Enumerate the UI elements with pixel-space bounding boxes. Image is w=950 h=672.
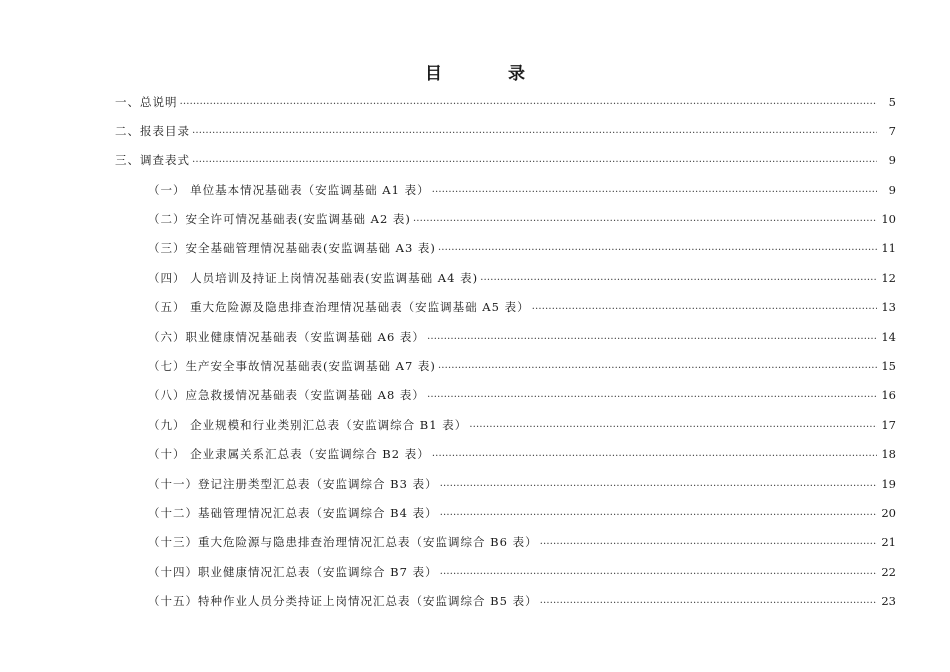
toc-entry-page: 13 bbox=[881, 300, 896, 314]
toc-entry-label: 二、报表目录 bbox=[115, 124, 190, 138]
toc-entry-page: 9 bbox=[888, 183, 896, 197]
toc-entry[interactable] bbox=[148, 180, 896, 200]
toc-entry-label: （七）生产安全事故情况基础表(安监调基础 A7 表) bbox=[148, 359, 436, 373]
toc-entry-label: 三、调查表式 bbox=[115, 153, 190, 167]
toc-entry-page: 15 bbox=[881, 359, 896, 373]
dot-leader bbox=[438, 238, 877, 258]
toc-entry-label: （六）职业健康情况基础表（安监调基础 A6 表） bbox=[148, 330, 425, 344]
toc-entry-label: （三）安全基础管理情况基础表(安监调基础 A3 表) bbox=[148, 241, 436, 255]
toc-entry-page: 9 bbox=[888, 153, 896, 167]
toc-entry-page: 17 bbox=[881, 418, 896, 432]
toc-entry-page: 16 bbox=[881, 388, 896, 402]
toc-entry[interactable] bbox=[148, 356, 896, 376]
page-title: 目 录 bbox=[425, 64, 555, 84]
toc-entry-label: （十五）特种作业人员分类持证上岗情况汇总表（安监调综合 B5 表） bbox=[148, 594, 538, 608]
dot-leader bbox=[432, 180, 877, 200]
toc-entry-label: （八）应急救援情况基础表（安监调基础 A8 表） bbox=[148, 388, 425, 402]
toc-entry-label: （五） 重大危险源及隐患排查治理情况基础表（安监调基础 A5 表） bbox=[148, 300, 530, 314]
toc-entry[interactable] bbox=[148, 591, 896, 611]
toc-entry-page: 11 bbox=[881, 241, 896, 255]
toc-entry-label: （九） 企业规模和行业类别汇总表（安监调综合 B1 表） bbox=[148, 418, 468, 432]
toc-entry[interactable] bbox=[115, 92, 896, 112]
toc-entry[interactable] bbox=[148, 209, 896, 229]
toc-entry-label: （十一）登记注册类型汇总表（安监调综合 B3 表） bbox=[148, 477, 438, 491]
toc-entry-label: （十） 企业隶属关系汇总表（安监调综合 B2 表） bbox=[148, 447, 430, 461]
toc-entry-page: 14 bbox=[881, 330, 896, 344]
dot-leader bbox=[540, 532, 877, 552]
toc-entry[interactable] bbox=[148, 444, 896, 464]
dot-leader bbox=[480, 268, 877, 288]
toc-entry-label: （二）安全许可情况基础表(安监调基础 A2 表) bbox=[148, 212, 411, 226]
toc-entry-page: 20 bbox=[881, 506, 896, 520]
toc-entry-label: （四） 人员培训及持证上岗情况基础表(安监调基础 A4 表) bbox=[148, 271, 479, 285]
toc-entry[interactable] bbox=[148, 503, 896, 523]
toc-entry-page: 22 bbox=[881, 565, 896, 579]
dot-leader bbox=[192, 150, 877, 170]
toc-entry[interactable] bbox=[148, 327, 896, 347]
dot-leader bbox=[427, 327, 877, 347]
dot-leader bbox=[192, 121, 877, 141]
toc-entry[interactable] bbox=[115, 150, 896, 170]
toc-entry[interactable] bbox=[148, 532, 896, 552]
toc-entry-page: 10 bbox=[881, 212, 896, 226]
toc-entry[interactable] bbox=[148, 297, 896, 317]
dot-leader bbox=[427, 385, 877, 405]
dot-leader bbox=[440, 562, 877, 582]
toc-entry-page: 7 bbox=[888, 124, 896, 138]
dot-leader bbox=[440, 503, 877, 523]
toc-entry-page: 5 bbox=[888, 95, 896, 109]
dot-leader bbox=[469, 415, 877, 435]
toc-entry[interactable] bbox=[148, 562, 896, 582]
dot-leader bbox=[532, 297, 877, 317]
toc-entry-label: 一、总说明 bbox=[115, 95, 178, 109]
toc-entry[interactable] bbox=[148, 238, 896, 258]
toc-entry[interactable] bbox=[148, 474, 896, 494]
toc-entry[interactable] bbox=[148, 415, 896, 435]
toc-entry[interactable] bbox=[115, 121, 896, 141]
dot-leader bbox=[432, 444, 877, 464]
dot-leader bbox=[180, 92, 878, 112]
toc-entry[interactable] bbox=[148, 268, 896, 288]
toc-entry-page: 19 bbox=[881, 477, 896, 491]
toc-entry-page: 18 bbox=[881, 447, 896, 461]
toc-entry-label: （一） 单位基本情况基础表（安监调基础 A1 表） bbox=[148, 183, 430, 197]
toc-entry-page: 21 bbox=[881, 535, 896, 549]
toc-entry[interactable] bbox=[148, 385, 896, 405]
dot-leader bbox=[540, 591, 877, 611]
dot-leader bbox=[438, 356, 877, 376]
dot-leader bbox=[440, 474, 877, 494]
toc-entry-page: 23 bbox=[881, 594, 896, 608]
toc-entry-label: （十四）职业健康情况汇总表（安监调综合 B7 表） bbox=[148, 565, 438, 579]
dot-leader bbox=[413, 209, 877, 229]
toc-entry-label: （十三）重大危险源与隐患排查治理情况汇总表（安监调综合 B6 表） bbox=[148, 535, 538, 549]
toc-entry-label: （十二）基础管理情况汇总表（安监调综合 B4 表） bbox=[148, 506, 438, 520]
toc-entry-page: 12 bbox=[881, 271, 896, 285]
